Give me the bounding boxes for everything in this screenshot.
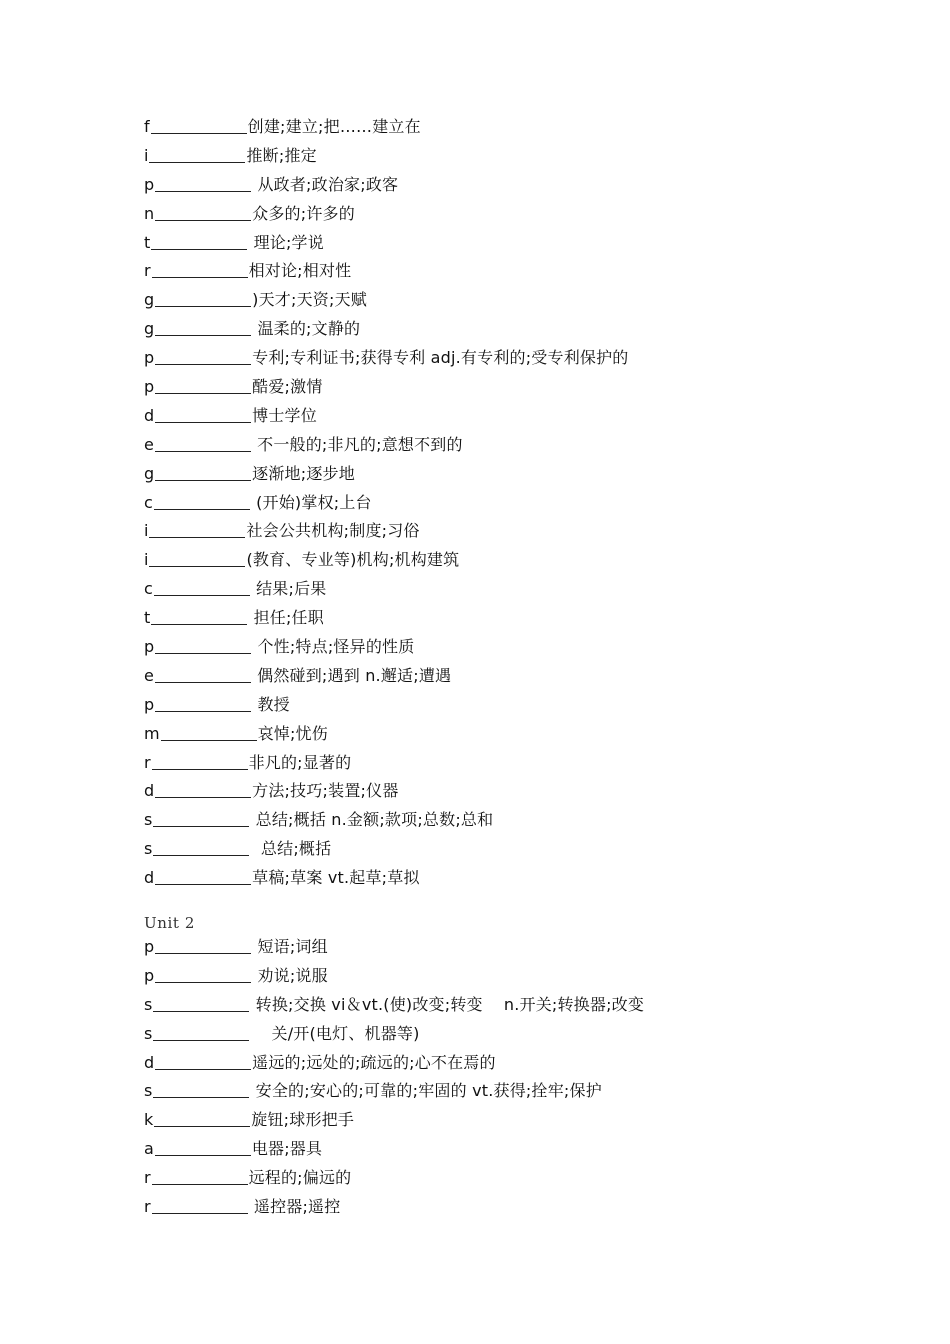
word-meaning: 劝说;说服 <box>252 965 328 985</box>
vocab-row <box>144 1193 644 1222</box>
initial-letter: r <box>144 1197 151 1217</box>
fill-in-blank <box>153 1079 249 1098</box>
fill-in-blank <box>154 577 250 596</box>
initial-letter: r <box>144 752 151 772</box>
vocab-row <box>144 460 629 489</box>
vocab-row <box>144 315 629 344</box>
fill-in-blank <box>155 664 251 683</box>
vocab-row <box>144 517 629 546</box>
fill-in-blank <box>155 346 251 365</box>
vocab-row <box>144 1106 644 1135</box>
initial-letter: s <box>144 1081 153 1101</box>
word-meaning: 方法;技巧;装置;仪器 <box>252 781 399 801</box>
initial-letter: r <box>144 261 151 281</box>
fill-in-blank <box>153 993 249 1012</box>
fill-in-blank <box>155 935 251 954</box>
initial-letter: d <box>144 781 155 801</box>
fill-in-blank <box>152 751 248 770</box>
word-meaning: 教授 <box>252 694 290 714</box>
vocab-row <box>144 835 629 864</box>
word-meaning: 个性;特点;怪异的性质 <box>252 637 415 657</box>
fill-in-blank <box>153 808 249 827</box>
initial-letter: a <box>144 1139 154 1159</box>
vocab-row <box>144 257 629 286</box>
fill-in-blank <box>151 231 247 250</box>
word-meaning: 不一般的;非凡的;意想不到的 <box>251 434 463 454</box>
vocab-row <box>144 777 629 806</box>
fill-in-blank <box>149 519 245 538</box>
vocab-row <box>144 662 629 691</box>
word-meaning: 相对论;相对性 <box>248 261 352 281</box>
vocab-row <box>144 373 629 402</box>
fill-in-blank <box>153 837 249 856</box>
word-meaning: )天才;天资;天赋 <box>252 290 367 310</box>
vocab-row <box>144 962 644 991</box>
initial-letter: m <box>144 723 160 743</box>
fill-in-blank <box>155 375 251 394</box>
vocab-row <box>144 604 629 633</box>
word-meaning: 短语;词组 <box>252 937 328 956</box>
initial-letter: f <box>144 117 150 136</box>
vocab-row <box>144 286 629 315</box>
initial-letter: r <box>144 1168 151 1188</box>
word-meaning: 推断;推定 <box>246 145 317 165</box>
initial-letter: d <box>144 1052 155 1072</box>
word-meaning: 草稿;草案 vt.起草;草拟 <box>252 868 420 888</box>
initial-letter: s <box>144 839 153 859</box>
vocab-row <box>144 720 629 749</box>
vocab-row <box>144 1077 644 1106</box>
vocab-row <box>144 431 629 460</box>
initial-letter: p <box>144 694 155 714</box>
word-meaning: 结果;后果 <box>250 579 327 599</box>
initial-letter: i <box>144 145 149 165</box>
fill-in-blank <box>152 1166 248 1185</box>
word-meaning: 安全的;安心的;可靠的;牢固的 vt.获得;拴牢;保护 <box>250 1081 602 1101</box>
fill-in-blank <box>152 1195 248 1214</box>
vocab-list-unit-2 <box>144 933 644 1222</box>
word-meaning: 转换;交换 vi＆vt.(使)改变;转变 n.开关;转换器;改变 <box>250 994 645 1014</box>
fill-in-blank <box>161 722 257 741</box>
vocab-row <box>144 229 629 258</box>
initial-letter: e <box>144 665 154 685</box>
vocab-row <box>144 691 629 720</box>
word-meaning: 担任;任职 <box>248 608 324 628</box>
word-meaning: 旋钮;球形把手 <box>251 1110 355 1130</box>
fill-in-blank <box>155 779 251 798</box>
initial-letter: s <box>144 1023 153 1043</box>
initial-letter: i <box>144 550 149 570</box>
word-meaning: 哀悼;忧伤 <box>257 723 328 743</box>
initial-letter: n <box>144 203 155 223</box>
fill-in-blank <box>155 288 251 307</box>
vocab-row <box>144 489 629 518</box>
vocab-row <box>144 171 629 200</box>
vocab-row <box>144 1020 644 1049</box>
fill-in-blank <box>155 317 251 336</box>
vocab-row <box>144 344 629 373</box>
word-meaning: 遥远的;远处的;疏远的;心不在焉的 <box>252 1052 496 1072</box>
word-meaning: 总结;概括 <box>250 839 332 859</box>
fill-in-blank <box>152 259 248 278</box>
initial-letter: s <box>144 994 153 1014</box>
word-meaning: 理论;学说 <box>248 232 324 252</box>
unit-title: Unit 2 <box>144 914 196 932</box>
vocab-row <box>144 1164 644 1193</box>
vocab-row <box>144 1049 644 1078</box>
word-meaning: 温柔的;文静的 <box>252 319 361 339</box>
word-meaning: (教育、专业等)机构;机构建筑 <box>246 550 460 570</box>
vocab-row <box>144 142 629 171</box>
vocab-row <box>144 864 629 893</box>
fill-in-blank <box>155 1051 251 1070</box>
word-meaning: 非凡的;显著的 <box>248 752 352 772</box>
initial-letter: g <box>144 290 155 310</box>
vocab-row <box>144 402 629 431</box>
vocab-row <box>144 991 644 1020</box>
vocab-row <box>144 806 629 835</box>
vocab-row <box>144 113 629 142</box>
vocab-row <box>144 1135 644 1164</box>
initial-letter: i <box>144 521 149 541</box>
fill-in-blank <box>155 462 251 481</box>
fill-in-blank <box>155 1137 251 1156</box>
word-meaning: 社会公共机构;制度;习俗 <box>246 521 420 541</box>
initial-letter: d <box>144 868 155 888</box>
initial-letter: t <box>144 608 151 628</box>
initial-letter: e <box>144 434 154 454</box>
word-meaning: 逐渐地;逐步地 <box>252 463 355 483</box>
initial-letter: c <box>144 579 153 599</box>
initial-letter: k <box>144 1110 154 1130</box>
initial-letter: p <box>144 174 155 194</box>
initial-letter: d <box>144 405 155 425</box>
word-meaning: 关/开(电灯、机器等) <box>250 1023 420 1043</box>
word-meaning: 总结;概括 n.金额;款项;总数;总和 <box>250 810 494 830</box>
word-meaning: 电器;器具 <box>251 1139 323 1159</box>
initial-letter: p <box>144 348 155 368</box>
word-meaning: 众多的;许多的 <box>252 203 355 223</box>
word-meaning: (开始)掌权;上台 <box>250 492 372 512</box>
fill-in-blank <box>155 173 251 192</box>
word-meaning: 酷爱;激情 <box>252 377 323 397</box>
word-meaning: 偶然碰到;遇到 n.邂适;遭遇 <box>251 665 452 685</box>
vocab-row <box>144 575 629 604</box>
initial-letter: p <box>144 937 155 956</box>
fill-in-blank <box>155 693 251 712</box>
fill-in-blank <box>154 491 250 510</box>
fill-in-blank <box>149 548 245 567</box>
fill-in-blank <box>155 635 251 654</box>
fill-in-blank <box>155 433 251 452</box>
word-meaning: 专利;专利证书;获得专利 adj.有专利的;受专利保护的 <box>252 348 629 368</box>
fill-in-blank <box>155 964 251 983</box>
fill-in-blank <box>154 1108 250 1127</box>
word-meaning: 创建;建立;把……建立在 <box>247 117 421 136</box>
word-meaning: 遥控器;遥控 <box>248 1197 341 1217</box>
fill-in-blank <box>149 144 245 163</box>
fill-in-blank <box>151 606 247 625</box>
word-meaning: 远程的;偏远的 <box>248 1168 352 1188</box>
fill-in-blank <box>155 404 251 423</box>
initial-letter: p <box>144 637 155 657</box>
initial-letter: c <box>144 492 153 512</box>
fill-in-blank <box>153 1022 249 1041</box>
initial-letter: p <box>144 377 155 397</box>
vocab-row <box>144 546 629 575</box>
fill-in-blank <box>151 115 247 134</box>
initial-letter: s <box>144 810 153 830</box>
initial-letter: p <box>144 965 155 985</box>
word-meaning: 从政者;政治家;政客 <box>252 174 399 194</box>
fill-in-blank <box>155 202 251 221</box>
word-meaning: 博士学位 <box>252 405 317 425</box>
initial-letter: t <box>144 232 151 252</box>
vocab-row <box>144 633 629 662</box>
initial-letter: g <box>144 319 155 339</box>
vocab-row <box>144 933 644 962</box>
initial-letter: g <box>144 463 155 483</box>
vocab-list-unit-1 <box>144 113 629 893</box>
vocab-row <box>144 749 629 778</box>
fill-in-blank <box>155 866 251 885</box>
vocab-row <box>144 200 629 229</box>
